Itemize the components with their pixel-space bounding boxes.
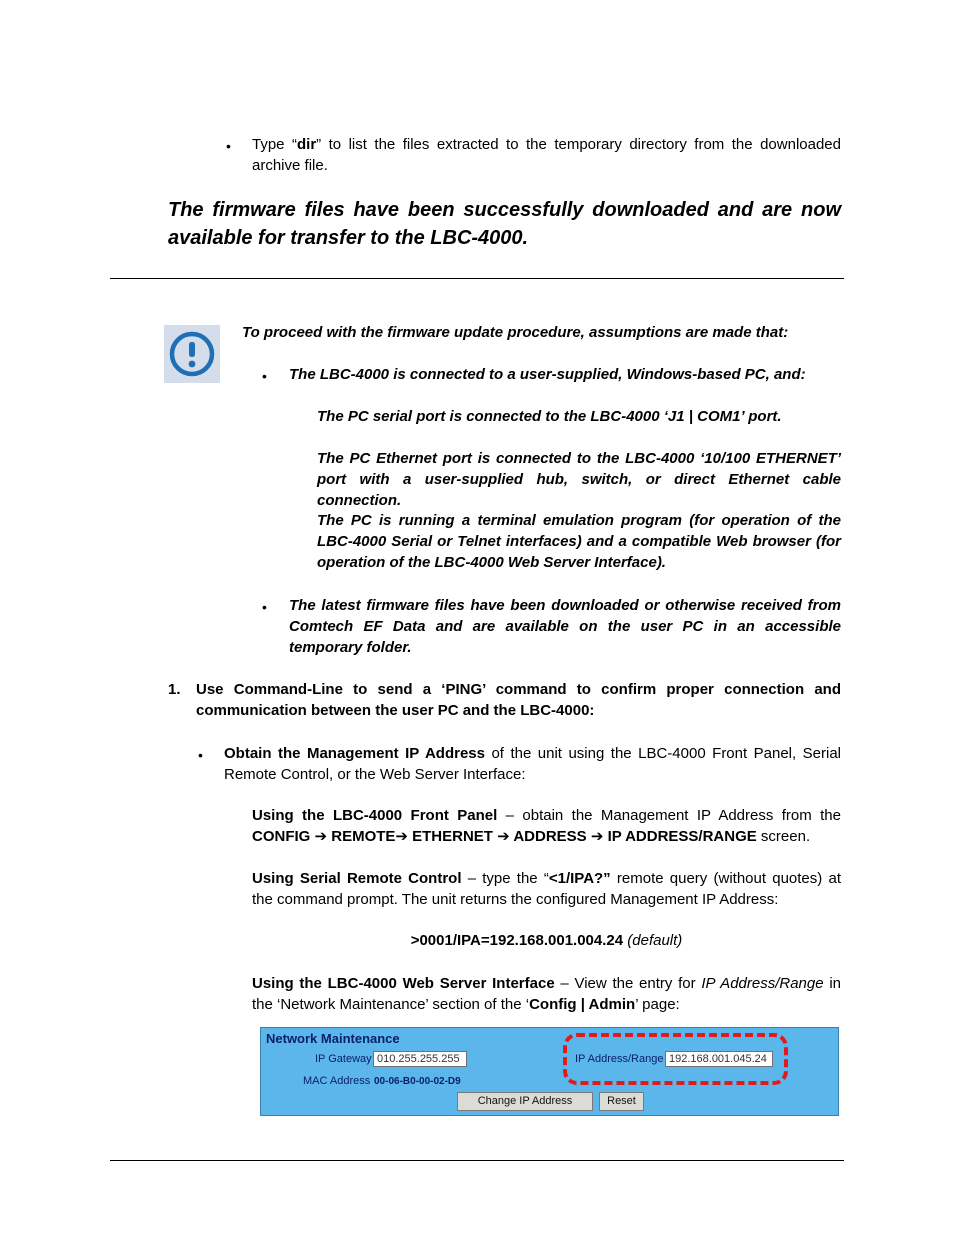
reset-button[interactable]: Reset xyxy=(599,1092,644,1111)
ip-gateway-label: IP Gateway xyxy=(315,1053,372,1065)
obtain-bullet-text: Obtain the Management IP Address of the unit using the LBC-4000 Front Panel, Serial Remote Control, or the Web Server Interface: xyxy=(224,745,842,783)
ip-range-input[interactable]: 192.168.001.045.24 xyxy=(665,1051,773,1067)
success-note: The firmware files have been successfully downloaded and are now available for transfer to the LBC-4000. xyxy=(168,199,841,249)
notice-bullet-1: The LBC-4000 is connected to a user-supplied, Windows-based PC, and: xyxy=(289,366,806,383)
panel-title: Network Maintenance xyxy=(266,1031,400,1046)
front-panel-text: Using the LBC-4000 Front Panel – obtain the Management IP Address from the CONFIG ➔ REMOTE➔ ETHERNET ➔ ADDRESS ➔ IP ADDRESS/RANGE screen. xyxy=(252,807,841,845)
ip-range-highlight xyxy=(563,1033,788,1085)
serial-text: Using Serial Remote Control – type the “<1/IPA?” remote query (without quotes) at the command prompt. The unit returns the configured Management IP Address: xyxy=(252,870,841,908)
notice-sub-1: The PC serial port is connected to the LBC-4000 ‘J1 | COM1’ port. xyxy=(317,408,782,425)
divider-top xyxy=(110,278,844,279)
change-ip-address-button[interactable]: Change IP Address xyxy=(457,1092,593,1111)
bullet-dot: • xyxy=(262,599,267,615)
notice-icon-box xyxy=(164,325,220,383)
bullet-dot: • xyxy=(262,368,267,384)
web-server-text: Using the LBC-4000 Web Server Interface – View the entry for IP Address/Range in the ‘Network Maintenance’ section of the ‘Config | Admin’ page: xyxy=(252,975,842,1013)
network-maintenance-panel xyxy=(260,1027,839,1116)
mac-address-label: MAC Address xyxy=(303,1075,371,1087)
menu-path: CONFIG ➔ REMOTE➔ ETHERNET ➔ ADDRESS ➔ IP ADDRESS/RANGE xyxy=(252,828,757,845)
notice-sub-3: The PC is running a terminal emulation program (for operation of the LBC-4000 Serial or Telnet interfaces) and a compatible Web browser (for operation of the LBC-4000 Web Server Interface). xyxy=(317,512,841,571)
bullet-dot: • xyxy=(198,747,203,763)
notice-intro: To proceed with the firmware update procedure, assumptions are made that: xyxy=(242,324,789,341)
notice-sub-2: The PC Ethernet port is connected to the LBC-4000 ‘10/100 ETHERNET’ port with a user-supplied hub, switch, or direct Ethernet cable connection. xyxy=(317,450,841,509)
mac-address-value: 00-06-B0-00-02-D9 xyxy=(374,1076,461,1087)
exclamation-circle-icon xyxy=(164,325,220,383)
step-1-text: Use Command-Line to send a ‘PING’ command to confirm proper connection and communication between the user PC and the LBC-4000: xyxy=(196,681,841,719)
ip-gateway-input[interactable]: 010.255.255.255 xyxy=(373,1051,467,1067)
ip-range-label: IP Address/Range xyxy=(575,1053,664,1065)
step-number: 1. xyxy=(168,681,181,698)
dir-bullet-text: Type “dir” to list the files extracted to the temporary directory from the downloaded archive file. xyxy=(252,136,841,174)
divider-bottom xyxy=(110,1160,844,1161)
bullet-dot: • xyxy=(226,138,231,154)
ipa-response: >0001/IPA=192.168.001.004.24 (default) xyxy=(410,932,683,949)
notice-bullet-2: The latest firmware files have been downloaded or otherwise received from Comtech EF Data and are available on the user PC in an accessible temporary folder. xyxy=(289,597,841,656)
